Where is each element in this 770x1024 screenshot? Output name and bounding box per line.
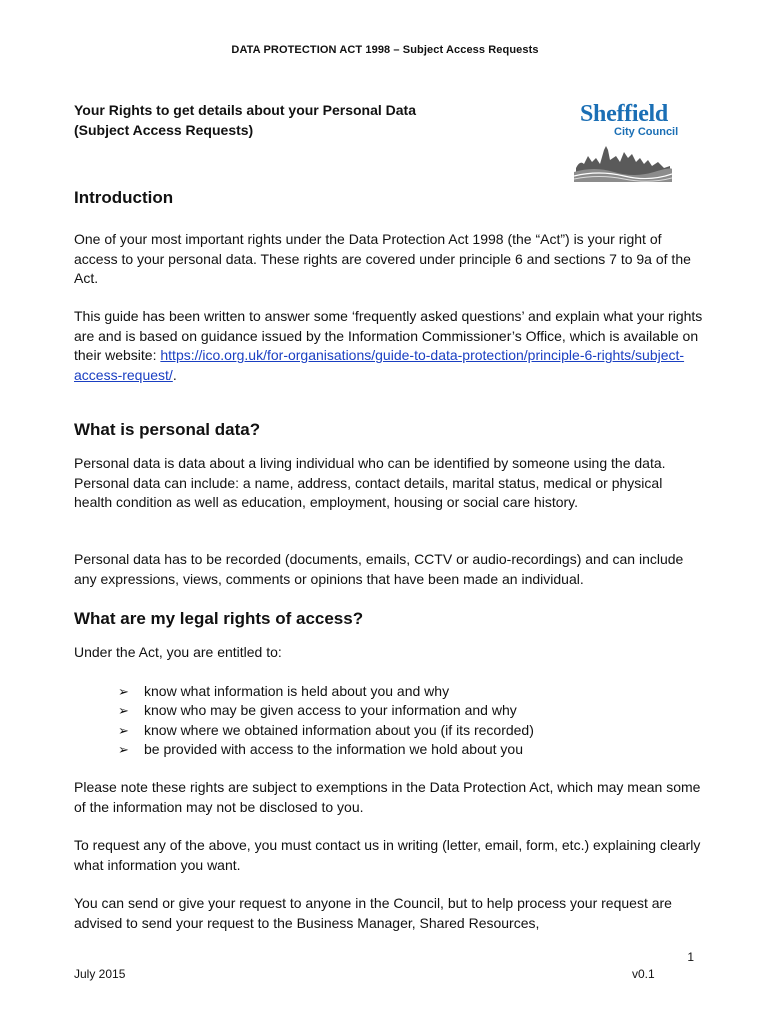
personal-data-paragraph-2: Personal data has to be recorded (documents, emails, CCTV or audio-recordings) and can include any expressions, views, comments or opinions that have been made an individual.: [74, 551, 684, 587]
footer-date: July 2015: [74, 967, 126, 981]
document-title-line-1: Your Rights to get details about your Personal Data: [74, 102, 417, 118]
document-title-line-2: (Subject Access Requests): [74, 122, 254, 138]
list-item: ➢ be provided with access to the information we hold about you: [118, 740, 534, 759]
list-item: ➢ know what information is held about you and why: [118, 682, 534, 701]
rights-list: [118, 682, 534, 760]
logo-wordmark: Sheffield: [580, 101, 668, 127]
city-skyline-icon: [574, 138, 672, 182]
footer-version: v0.1: [632, 967, 655, 981]
document-title: [74, 100, 416, 140]
introduction-heading: Introduction: [74, 188, 174, 207]
legal-rights-intro: Under the Act, you are entitled to:: [74, 644, 282, 660]
introduction-paragraph-2-end: .: [172, 366, 177, 383]
request-in-writing-paragraph: To request any of the above, you must contact us in writing (letter, email, form, etc.) explaining clearly what information you want.: [74, 837, 701, 873]
arrow-bullet-icon: ➢: [118, 703, 129, 719]
personal-data-paragraph-1: Personal data is data about a living individual who can be identified by someone using the data. Personal data can include: a name, address, contact details, marital status, medical or physical health condition as well as education, employment, housing or social care history.: [74, 455, 666, 510]
introduction-paragraph-2: [74, 307, 704, 385]
ico-guidance-link[interactable]: https://ico.org.uk/for-organisations/guide-to-data-protection/principle-6-rights/subject-access-request/: [74, 347, 685, 383]
page-number: 1: [687, 950, 694, 964]
introduction-paragraph-2-text: This guide has been written to answer some ‘frequently asked questions’ and explain what your rights are and is based on guidance issued by the Information Commissioner’s Office, which is available on their website:: [74, 308, 703, 363]
introduction-paragraph-1: One of your most important rights under the Data Protection Act 1998 (the “Act”) is your right of access to your personal data. These rights are covered under principle 6 and sections 7 to 9a of the Act.: [74, 231, 691, 286]
legal-rights-heading: What are my legal rights of access?: [74, 609, 364, 628]
arrow-bullet-icon: ➢: [118, 742, 129, 758]
exemptions-paragraph: Please note these rights are subject to exemptions in the Data Protection Act, which may mean some of the information may not be disclosed to you.: [74, 779, 701, 815]
document-header: DATA PROTECTION ACT 1998 – Subject Access Requests: [231, 44, 539, 56]
sheffield-city-council-logo: [574, 100, 679, 182]
list-item: ➢ know who may be given access to your information and why: [118, 701, 534, 720]
arrow-bullet-icon: ➢: [118, 722, 129, 738]
send-request-paragraph: You can send or give your request to anyone in the Council, but to help process your request are advised to send your request to the Business Manager, Shared Resources,: [74, 895, 672, 931]
list-item: ➢ know where we obtained information about you (if its recorded): [118, 721, 534, 740]
arrow-bullet-icon: ➢: [118, 684, 129, 699]
personal-data-heading: What is personal data?: [74, 420, 261, 439]
logo-subtitle: City Council: [614, 126, 679, 138]
